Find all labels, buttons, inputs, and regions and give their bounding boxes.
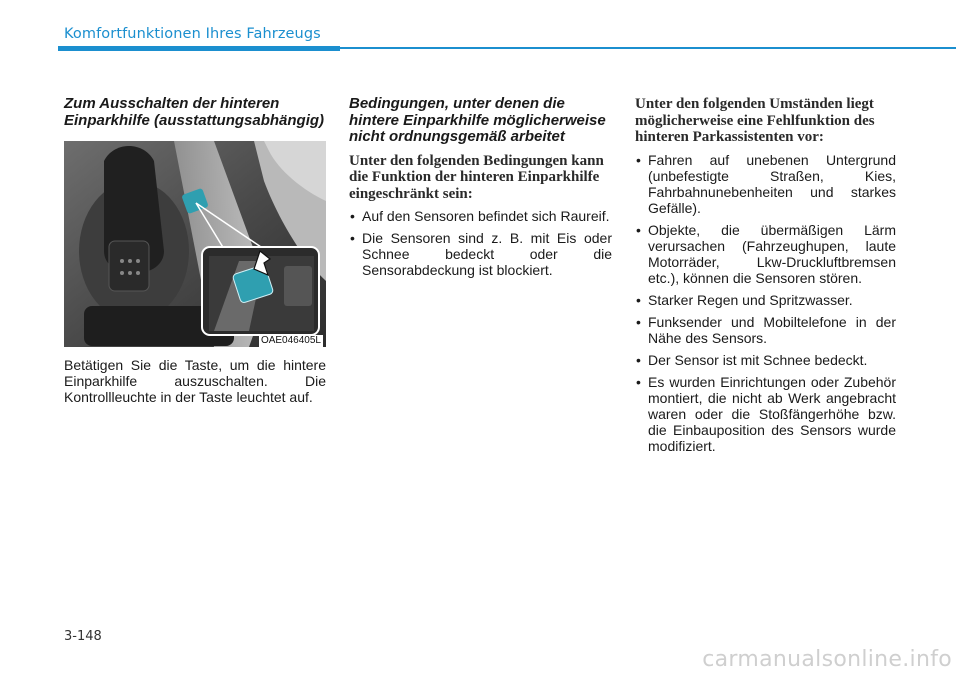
list-item: • Es wurden Einrichtungen oder Zubehör montiert, die nicht ab Werk angebracht waren oder die Stoßfängerhöhe bzw. die Einbauposition des Sensors wurde modifiziert. bbox=[635, 374, 896, 454]
instruction-text: Betätigen Sie die Taste, um die hintere Einparkhilfe auszuschalten. Die Kontrollleuchte in der Taste leuchtet auf. bbox=[64, 357, 326, 405]
heading-conditions: Bedingungen, unter denen die hintere Einparkhilfe möglicherweise nicht ordnungsgemäß arbeitet bbox=[349, 95, 606, 145]
list-item: • Die Sensoren sind z. B. mit Eis oder Schnee bedeckt oder die Sensorabdeckung ist blockiert. bbox=[349, 230, 612, 278]
list-item: • Der Sensor ist mit Schnee bedeckt. bbox=[635, 352, 896, 368]
subheading-conditions: Unter den folgenden Bedingungen kann die Funktion der hinteren Einparkhilfe eingeschränkt sein: bbox=[349, 152, 604, 202]
column-left bbox=[64, 96, 326, 405]
figure-label: OAE046405L bbox=[260, 335, 321, 346]
list-item: • Fahren auf unebenen Untergrund (unbefestigte Straßen, Kies, Fahrbahnunebenheiten und starkes Gefälle). bbox=[635, 152, 896, 216]
list-item: • Objekte, die übermäßigen Lärm verursachen (Fahrzeughupen, laute Motorräder, Lkw-Druckluftbremsen etc.), können die Sensoren stören. bbox=[635, 222, 896, 286]
section-title: Komfortfunktionen Ihres Fahrzeugs bbox=[64, 26, 321, 42]
console-illustration bbox=[64, 141, 326, 347]
list-item: • Starker Regen und Spritzwasser. bbox=[635, 292, 896, 308]
heading-disable-parking-assist: Zum Ausschalten der hinteren Einparkhilfe (ausstattungsabhängig) bbox=[64, 95, 325, 129]
console-photo-icon bbox=[64, 141, 326, 347]
list-item: • Auf den Sensoren befindet sich Raureif. bbox=[349, 208, 612, 224]
list-item: • Funksender und Mobiltelefone in der Nähe des Sensors. bbox=[635, 314, 896, 346]
conditions-list bbox=[349, 208, 612, 278]
subheading-malfunction: Unter den folgenden Umständen liegt möglicherweise eine Fehlfunktion des hinteren Parkassistenten vor: bbox=[635, 96, 875, 145]
column-right bbox=[635, 96, 896, 460]
header-rule-thick bbox=[58, 46, 340, 51]
header-rule-thin bbox=[340, 47, 956, 49]
column-middle bbox=[349, 96, 612, 284]
watermark: carmanualsonline.info bbox=[702, 647, 952, 672]
page-number: 3-148 bbox=[64, 629, 102, 644]
malfunction-list bbox=[635, 152, 896, 454]
